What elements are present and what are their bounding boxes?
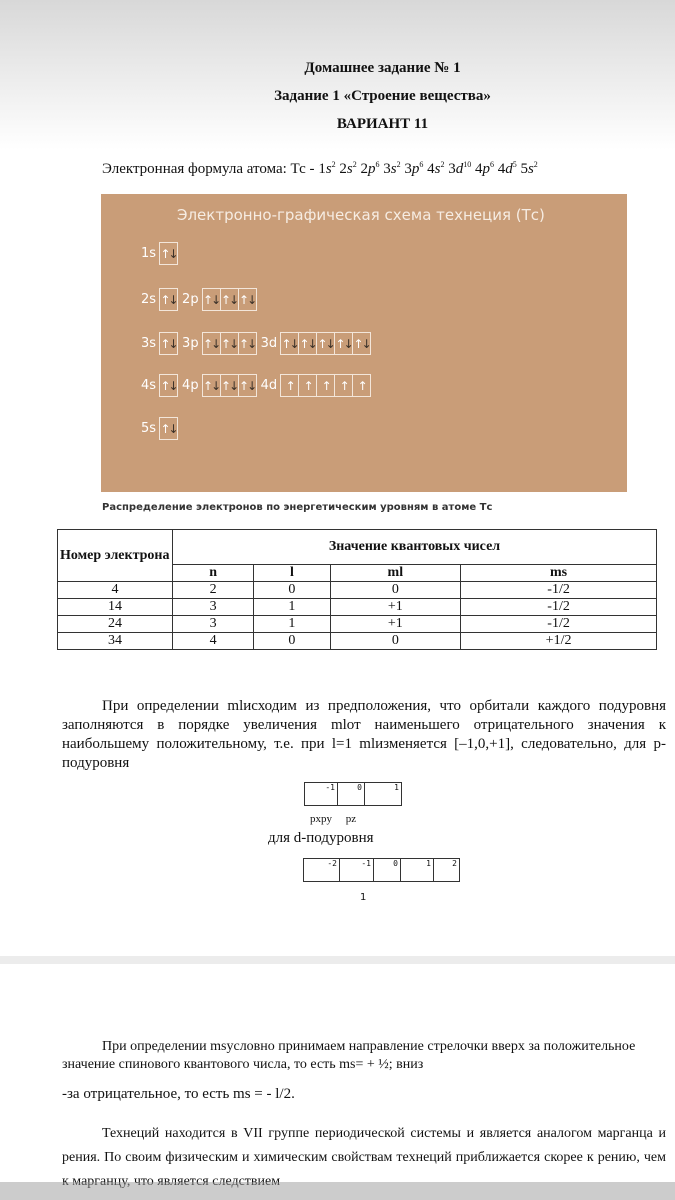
arrow-up-icon: ↑ xyxy=(353,336,362,351)
task-title: Задание 1 «Строение вещества» xyxy=(274,88,491,104)
scheme-row xyxy=(141,242,182,265)
orbital-label: 3p xyxy=(182,336,199,351)
orbital-cell xyxy=(239,333,256,354)
arrow-down-icon: ↓ xyxy=(247,292,256,307)
arrow-down-icon: ↓ xyxy=(211,378,220,393)
formula-term: $3d^{10}$ xyxy=(448,160,472,177)
paragraph-ms-negative: -за отрицательное, то есть ms = - l/2. xyxy=(62,1086,295,1102)
table-cell: 1 xyxy=(254,616,330,633)
orbital-cell xyxy=(353,375,370,396)
arrow-down-icon: ↓ xyxy=(168,378,177,393)
arrow-down-icon: ↓ xyxy=(325,336,334,351)
arrow-up-icon: ↑ xyxy=(160,421,169,436)
header-ms: ms xyxy=(461,565,657,582)
m-value-cell: 2 xyxy=(452,859,457,868)
d-sublevel-label: для d-подуровня xyxy=(268,830,374,846)
page-number: 1 xyxy=(360,892,367,903)
orbital-boxes xyxy=(159,288,178,311)
table-cell: -1/2 xyxy=(461,599,657,616)
table-cell: 24 xyxy=(58,616,173,633)
table-cell: 0 xyxy=(254,582,330,599)
orbital-cell xyxy=(160,375,177,396)
arrow-down-icon: ↓ xyxy=(229,378,238,393)
orbital-cell xyxy=(203,375,221,396)
orbital-cell xyxy=(221,375,239,396)
table-cell: 3 xyxy=(173,616,254,633)
orbital-cell xyxy=(281,333,299,354)
m-value-cell: -1 xyxy=(340,859,374,881)
table-cell: -1/2 xyxy=(461,582,657,599)
paragraph-ms-rule: При определении msусловно принимаем направление стрелочки вверх за положительное значение спинового квантового числа, то есть ms= + ½; вниз xyxy=(62,1039,636,1072)
orbital-boxes xyxy=(159,417,178,440)
formula-prefix: Электронная формула атома: Тс - xyxy=(102,161,319,177)
arrow-up-icon: ↑ xyxy=(203,336,212,351)
table-cell: 0 xyxy=(330,582,461,599)
formula-term: $2s^2$ xyxy=(339,160,357,177)
arrow-down-icon: ↓ xyxy=(361,336,370,351)
arrow-up-icon: ↑ xyxy=(160,246,169,261)
scheme-row xyxy=(141,288,261,311)
orbital-cell xyxy=(239,289,256,310)
arrow-up-icon: ↑ xyxy=(221,292,230,307)
arrow-down-icon: ↓ xyxy=(229,292,238,307)
arrow-down-icon: ↓ xyxy=(289,336,298,351)
orbital-cell xyxy=(299,375,317,396)
m-value-cell: 1 xyxy=(394,783,399,792)
orbital-label: 5s xyxy=(141,421,157,436)
orbital-boxes xyxy=(202,332,257,355)
table-cell: +1 xyxy=(330,599,461,616)
m-value-cell: -1 xyxy=(305,783,338,805)
paragraph-ml-rule: При определении mlисходим из предположения, что орбитали каждого подуровня заполняются в порядке увеличения mlот наименьшего отрицательного значения к наибольшему положительному, т.е. при l=1 mlизменяется [–1,0,+1], следовательно, для р-подуровня xyxy=(62,698,666,771)
orbital-label: 4p xyxy=(182,378,199,393)
formula-term: $4s^2$ xyxy=(427,160,445,177)
table-cell: 0 xyxy=(330,633,461,650)
formula-term: $1s^2$ xyxy=(318,160,336,177)
arrow-down-icon: ↓ xyxy=(343,336,352,351)
table-cell: -1/2 xyxy=(461,616,657,633)
arrow-down-icon: ↓ xyxy=(168,421,177,436)
formula-term: $4p^6$ xyxy=(474,160,494,177)
arrow-up-icon: ↑ xyxy=(281,336,290,351)
orbital-boxes xyxy=(280,374,371,397)
arrow-up-icon: ↑ xyxy=(335,336,344,351)
orbital-boxes xyxy=(159,242,178,265)
page-separator xyxy=(0,956,675,964)
arrow-up-icon: ↑ xyxy=(339,378,348,393)
m-value-cell: -2 xyxy=(304,859,340,881)
electron-graphic-scheme xyxy=(101,194,627,492)
arrow-up-icon: ↑ xyxy=(239,292,248,307)
scheme-title: Электронно-графическая схема технеция (Тс) xyxy=(177,206,545,224)
m-value-cell: 1 xyxy=(401,859,434,881)
arrow-up-icon: ↑ xyxy=(160,336,169,351)
orbital-cell xyxy=(317,333,335,354)
arrow-up-icon: ↑ xyxy=(285,378,294,393)
arrow-down-icon: ↓ xyxy=(168,336,177,351)
table-cell: 4 xyxy=(58,582,173,599)
table-cell: 3 xyxy=(173,599,254,616)
arrow-up-icon: ↑ xyxy=(321,378,330,393)
orbital-boxes xyxy=(202,374,257,397)
quantum-numbers-table xyxy=(57,529,657,650)
orbital-label: 2p xyxy=(182,292,199,307)
arrow-up-icon: ↑ xyxy=(299,336,308,351)
orbital-cell xyxy=(353,333,370,354)
arrow-up-icon: ↑ xyxy=(221,336,230,351)
orbital-boxes xyxy=(280,332,371,355)
formula-terms xyxy=(318,161,537,177)
arrow-up-icon: ↑ xyxy=(160,378,169,393)
formula-term: $3s^2$ xyxy=(383,160,401,177)
arrow-up-icon: ↑ xyxy=(357,378,366,393)
table-cell: +1 xyxy=(330,616,461,633)
header-n: n xyxy=(173,565,254,582)
arrow-down-icon: ↓ xyxy=(229,336,238,351)
arrow-up-icon: ↑ xyxy=(221,378,230,393)
orbital-boxes xyxy=(202,288,257,311)
arrow-down-icon: ↓ xyxy=(168,246,177,261)
m-value-cell: 0 xyxy=(338,783,365,805)
m-value-cell: 0 xyxy=(374,859,401,881)
orbital-cell xyxy=(221,333,239,354)
orbital-cell xyxy=(221,289,239,310)
orbital-cell xyxy=(317,375,335,396)
orbital-cell xyxy=(281,375,299,396)
variant-title: ВАРИАНТ 11 xyxy=(336,116,429,132)
orbital-label: 4s xyxy=(141,378,157,393)
arrow-up-icon: ↑ xyxy=(239,378,248,393)
orbital-cell xyxy=(203,333,221,354)
arrow-down-icon: ↓ xyxy=(211,292,220,307)
table-row xyxy=(58,633,657,650)
table-cell: +1/2 xyxy=(461,633,657,650)
orbital-boxes xyxy=(159,332,178,355)
table-row xyxy=(58,582,657,599)
arrow-down-icon: ↓ xyxy=(211,336,220,351)
table-cell: 2 xyxy=(173,582,254,599)
table-row xyxy=(58,599,657,616)
table-cell: 1 xyxy=(254,599,330,616)
arrow-down-icon: ↓ xyxy=(307,336,316,351)
table-cell: 14 xyxy=(58,599,173,616)
formula-term: $4d^5$ xyxy=(497,160,517,177)
header-ml: ml xyxy=(330,565,461,582)
arrow-up-icon: ↑ xyxy=(317,336,326,351)
scheme-row xyxy=(141,332,375,355)
scheme-row xyxy=(141,417,182,440)
orbital-boxes xyxy=(159,374,178,397)
arrow-up-icon: ↑ xyxy=(239,336,248,351)
table-cell: 4 xyxy=(173,633,254,650)
arrow-down-icon: ↓ xyxy=(247,336,256,351)
orbital-label: 4d xyxy=(260,378,278,393)
electron-formula xyxy=(102,160,538,178)
orbital-cell xyxy=(239,375,256,396)
header-l: l xyxy=(254,565,330,582)
arrow-up-icon: ↑ xyxy=(203,378,212,393)
orbital-cell xyxy=(160,243,177,264)
formula-term: $5s^2$ xyxy=(520,160,538,177)
orbital-cell xyxy=(335,333,353,354)
arrow-down-icon: ↓ xyxy=(247,378,256,393)
table-cell: 34 xyxy=(58,633,173,650)
orbital-cell xyxy=(160,333,177,354)
orbital-cell xyxy=(299,333,317,354)
table-cell: 0 xyxy=(254,633,330,650)
p-orbital-labels: pxpy pz xyxy=(310,813,357,825)
formula-term: $3p^6$ xyxy=(404,160,424,177)
p-sublevel-box xyxy=(304,782,402,806)
orbital-label: 1s xyxy=(141,246,157,261)
orbital-label: 3d xyxy=(260,336,278,351)
orbital-cell xyxy=(335,375,353,396)
orbital-cell xyxy=(203,289,221,310)
page-bottom-shade xyxy=(0,1182,675,1200)
table-row xyxy=(58,616,657,633)
orbital-cell xyxy=(160,418,177,439)
quantum-group-header: Значение квантовых чисел xyxy=(173,530,657,565)
scheme-row xyxy=(141,374,375,397)
paragraph-technetium: Технеций находится в VII группе периодической системы и является аналогом марганца и рения. По своим физическим и химическим свойствам технеций приближается скорее к рению, чем xyxy=(62,1126,666,1165)
arrow-down-icon: ↓ xyxy=(168,292,177,307)
orbital-label: 2s xyxy=(141,292,157,307)
col-electron-number: Номер электрона xyxy=(58,530,173,582)
scheme-caption: Распределение электронов по энергетическим уровням в атоме Тс xyxy=(102,502,493,513)
arrow-up-icon: ↑ xyxy=(303,378,312,393)
arrow-up-icon: ↑ xyxy=(203,292,212,307)
homework-title: Домашнее задание № 1 xyxy=(304,60,461,76)
arrow-up-icon: ↑ xyxy=(160,292,169,307)
orbital-label: 3s xyxy=(141,336,157,351)
orbital-cell xyxy=(160,289,177,310)
d-sublevel-box xyxy=(303,858,460,882)
formula-term: $2p^6$ xyxy=(360,160,380,177)
